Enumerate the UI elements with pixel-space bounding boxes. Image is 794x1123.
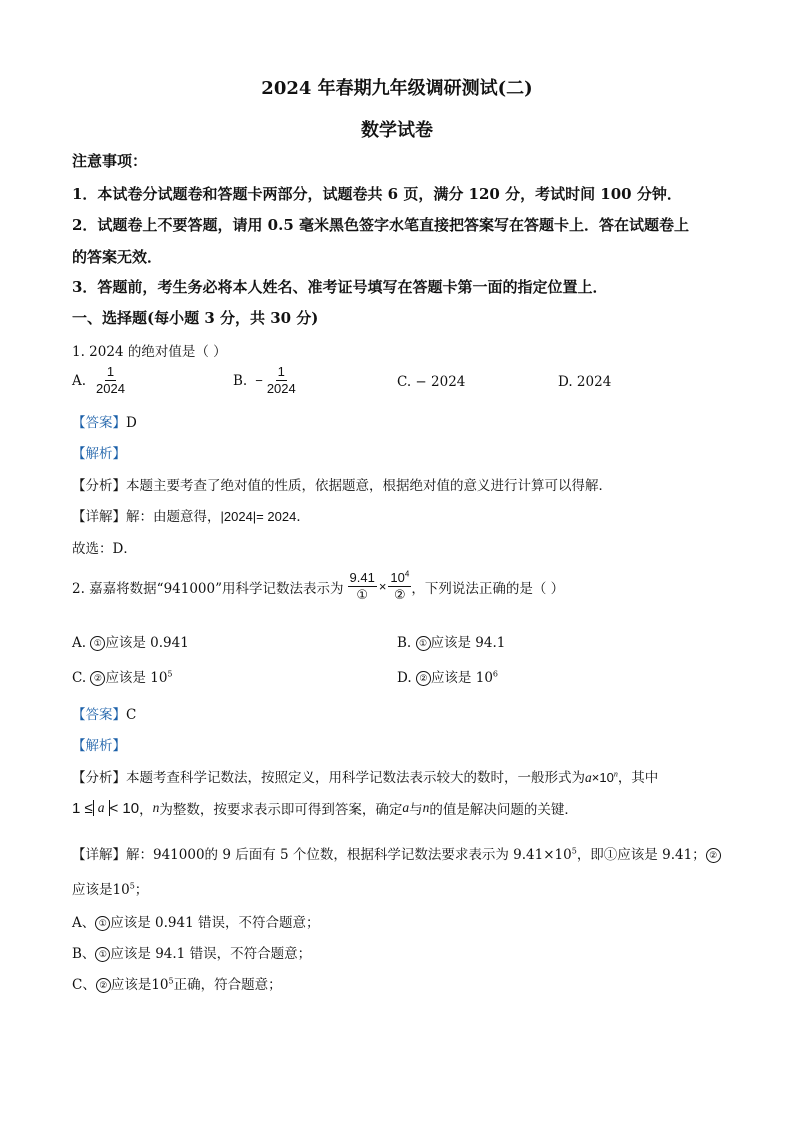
page-subtitle: 数学试卷 xyxy=(361,120,433,141)
q2-fraction-2 xyxy=(388,570,411,603)
q1-detail-tag: 【详解】 xyxy=(72,509,126,525)
q1-fenxi-text: 本题主要考查了绝对值的性质，依据题意，根据绝对值的意义进行计算可以得解． xyxy=(126,478,612,494)
q2-line-b-text: 应该是 94.1 错误，不符合题意； xyxy=(110,946,312,962)
q2-fraction-2-base: 10 xyxy=(390,570,405,585)
q2-line-a-circle: ① xyxy=(95,916,110,931)
q2-fenxi-line-2 xyxy=(72,798,578,818)
q2-line-c xyxy=(72,973,282,993)
q2-option-d xyxy=(397,666,498,686)
q2-line-b xyxy=(72,942,311,962)
q2-fenxi-tag: 【分析】 xyxy=(72,770,126,786)
q2-fraction-2-denominator: ② xyxy=(394,587,406,602)
q1-choose: 故选：D． xyxy=(72,541,137,557)
notes-heading: 注意事项： xyxy=(72,152,148,170)
q2-option-d-text: 应该是 10 xyxy=(430,670,493,686)
q2-option-a-circle: ① xyxy=(90,636,105,651)
q2-fenxi-line-1 xyxy=(72,766,658,786)
q2-line-b-label: B、 xyxy=(72,946,96,962)
q1-detail-pre: 解：由题意得， xyxy=(126,509,221,525)
q2-option-c xyxy=(72,666,173,686)
q2-option-a xyxy=(72,631,189,651)
q1-answer-value: D xyxy=(126,415,137,431)
q1-option-a-label: A. xyxy=(72,372,87,389)
q2-option-c-exponent: 5 xyxy=(167,669,173,679)
q2-answer xyxy=(72,703,136,723)
q2-analysis-tag: 【解析】 xyxy=(72,738,126,754)
notes-item-2: 2．试题卷上不要答题，请用 0.5 毫米黑色签字水笔直接把答案写在答题卡上．答在试题卷上 xyxy=(72,216,689,234)
q2-option-c-label: C. xyxy=(72,670,91,686)
q2-stem xyxy=(72,570,564,603)
q1-detail-post: ． xyxy=(296,509,310,525)
q1-option-a xyxy=(72,364,127,397)
q2-answer-tag: 【答案】 xyxy=(72,707,126,723)
q2-line-c-end: 正确，符合题意； xyxy=(173,977,282,993)
q1-option-b-label: B. xyxy=(233,372,248,389)
q2-option-b-circle: ① xyxy=(416,636,431,651)
q2-inequality-right: < 10 xyxy=(109,799,140,817)
q2-fenxi-a2: a xyxy=(402,800,410,815)
q1-answer-tag: 【答案】 xyxy=(72,415,126,431)
section-heading: 一、选择题(每小题 3 分，共 30 分) xyxy=(72,309,319,327)
q2-detail-tag: 【详解】 xyxy=(72,847,126,863)
q2-fenxi-c1: ， xyxy=(139,802,153,818)
q1-option-b-fraction xyxy=(265,364,298,397)
q2-fraction-1-numerator: 9.41 xyxy=(349,570,375,585)
q2-detail-c-exponent: 5 xyxy=(129,881,135,891)
q2-fenxi-text-b: ，其中 xyxy=(617,770,659,786)
q2-detail-line-2 xyxy=(72,878,148,898)
q1-option-b xyxy=(233,364,298,397)
q2-option-d-circle: ② xyxy=(416,671,431,686)
q2-option-b xyxy=(397,631,505,651)
q2-fenxi-c2: 为整数，按要求表示即可得到答案，确定 xyxy=(159,802,403,818)
q2-option-a-text: 应该是 0.941 xyxy=(105,635,189,651)
q2-option-c-circle: ② xyxy=(90,671,105,686)
q2-line-c-circle: ② xyxy=(96,978,111,993)
q1-option-b-sign: − xyxy=(255,373,263,388)
q2-fenxi-c4: 的值是解决问题的关键． xyxy=(429,802,578,818)
q2-line-c-label: C、 xyxy=(72,977,96,993)
q2-detail-text-b: ，即①应该是 9.41； xyxy=(576,847,706,863)
q1-option-a-denominator: 2024 xyxy=(96,381,125,396)
q2-option-b-text: 应该是 94.1 xyxy=(430,635,506,651)
q2-detail-line-1 xyxy=(72,843,721,863)
q2-option-c-text: 应该是 10 xyxy=(105,670,168,686)
q2-fenxi-text-a: 本题考查科学记数法，按照定义，用科学记数法表示较大的数时，一般形式为 xyxy=(126,770,585,786)
q1-option-b-denominator: 2024 xyxy=(266,381,296,396)
q2-line-b-circle: ① xyxy=(95,947,110,962)
q2-detail-circle: ② xyxy=(706,848,721,863)
q2-inequality-left: 1 ≤ xyxy=(72,799,93,817)
q2-fenxi-form-times: ×10 xyxy=(591,770,614,785)
q2-line-a xyxy=(72,911,319,931)
q2-detail-c-end: ； xyxy=(134,882,149,898)
q2-detail-exponent: 5 xyxy=(571,846,577,856)
q2-detail-text-c: 应该是10 xyxy=(72,882,130,898)
q2-fraction-2-exponent: 4 xyxy=(404,569,410,579)
q2-fraction-1-denominator: ① xyxy=(356,587,368,602)
q2-detail-text-a: 解：941000的 9 后面有 5 个位数，根据科学记数法要求表示为 9.41×10 xyxy=(126,847,572,863)
q2-line-a-label: A、 xyxy=(72,915,96,931)
q2-stem-post: ，下列说法正确的是（ ） xyxy=(411,580,565,597)
q1-answer xyxy=(72,411,137,431)
q1-analysis-tag: 【解析】 xyxy=(72,446,126,462)
q2-fraction-1 xyxy=(348,570,377,603)
q2-fenxi-n2: n xyxy=(422,800,430,815)
q2-fenxi-form-a: a xyxy=(585,770,592,785)
q2-fenxi-form-exp: n xyxy=(613,769,618,779)
q1-fenxi-tag: 【分析】 xyxy=(72,478,126,494)
q2-times: × xyxy=(378,579,387,594)
notes-item-1: 1．本试卷分试题卷和答题卡两部分，试题卷共 6 页，满分 120 分，考试时间 100 分钟． xyxy=(72,185,682,203)
q2-stem-pre: 2. 嘉嘉将数据“941000”用科学记数法表示为 xyxy=(72,580,344,597)
q1-option-d: D. 2024 xyxy=(558,374,612,390)
q1-fenxi xyxy=(72,474,612,494)
q2-line-c-exponent: 5 xyxy=(168,976,174,986)
q2-option-a-label: A. xyxy=(72,635,91,651)
q1-stem: 1. 2024 的绝对值是（ ） xyxy=(72,344,227,360)
notes-item-3: 3．答题前，考生务必将本人姓名、准考证号填写在答题卡第一面的指定位置上． xyxy=(72,278,608,296)
q2-option-d-label: D. xyxy=(397,670,416,686)
q1-option-b-numerator: 1 xyxy=(277,364,285,379)
q2-fraction-2-numerator xyxy=(388,570,411,587)
page-title: 2024 年春期九年级调研测试(二) xyxy=(261,78,533,99)
q2-line-c-text: 应该是10 xyxy=(110,977,169,993)
q2-option-b-label: B. xyxy=(397,635,416,651)
q1-option-c: C. − 2024 xyxy=(397,374,466,390)
notes-item-2-cont: 的答案无效． xyxy=(72,248,163,266)
q2-line-a-text: 应该是 0.941 错误，不符合题意； xyxy=(110,915,320,931)
q1-option-a-numerator: 1 xyxy=(106,364,115,379)
q2-option-d-exponent: 6 xyxy=(492,669,499,679)
q2-fenxi-n1: n xyxy=(152,800,160,815)
q1-detail-math: |2024|= 2024 xyxy=(220,509,297,524)
q1-option-a-fraction xyxy=(94,364,127,397)
q2-fenxi-c3: 与 xyxy=(409,802,423,818)
q2-answer-value: C xyxy=(126,707,137,723)
q2-inequality-abs: a xyxy=(93,800,110,816)
q1-detail xyxy=(72,505,310,525)
